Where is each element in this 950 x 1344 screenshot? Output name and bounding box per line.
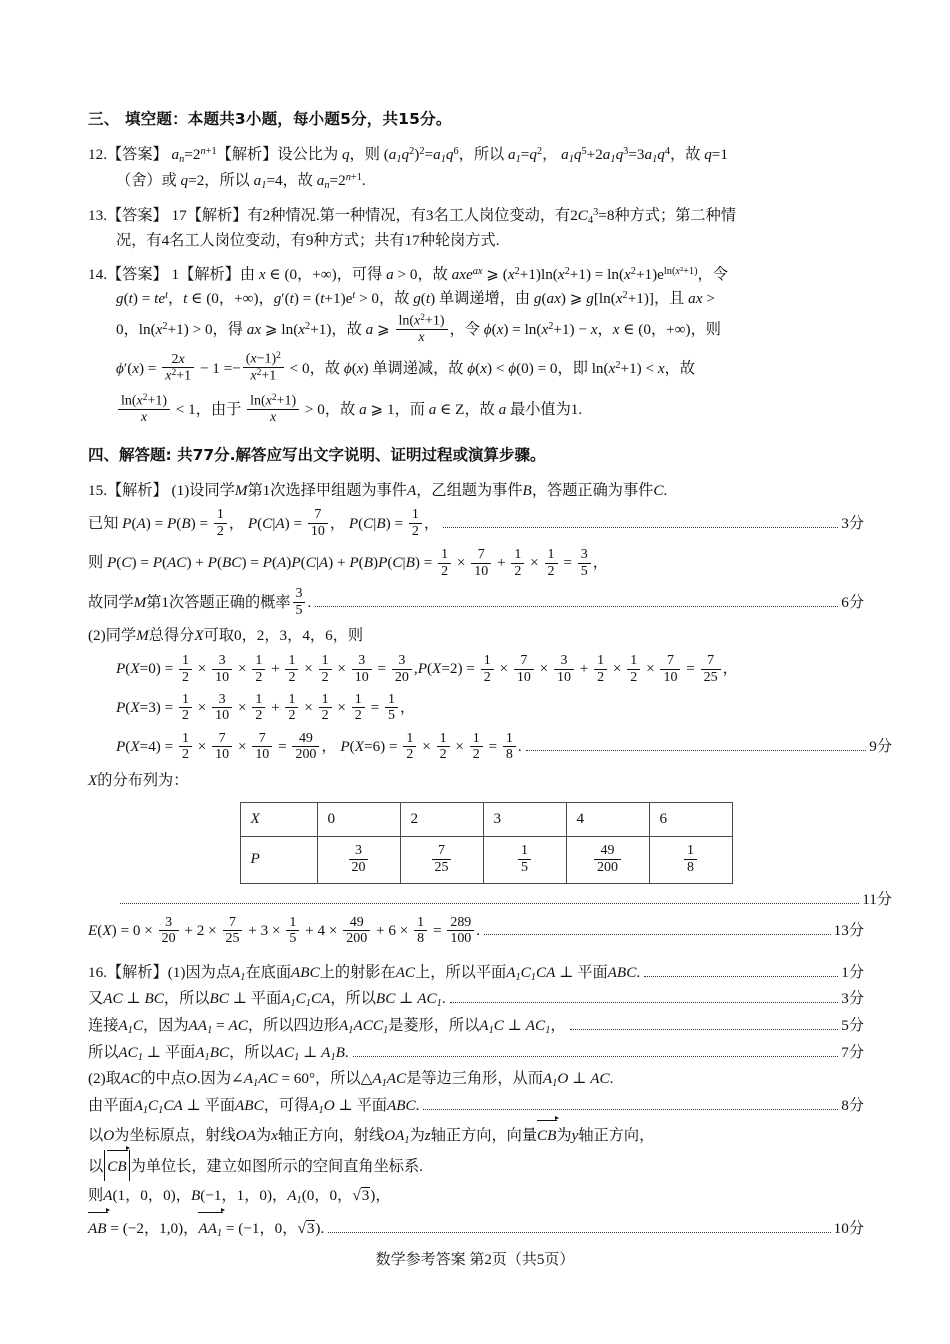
q12-text-1: 设公比为 q，则 $(a_1q^2)^2=a_1q^6$，所以 $a_1=q^2$， $a_1q^5+2a_1q^3=3a_1q^4$，故 q=1: [277, 146, 728, 166]
q13-text-2: 况，有4名工人岗位变动，有9种方式；共有17种轮岗方式.: [116, 232, 500, 250]
q15-line-9: [88, 767, 864, 796]
q15-text-3: 则 P(C) = P(AC) + P(BC) = P(A)P(C|A) + P(B)P(C|B) = $\frac{1}{2}$ × $\frac{7}{10}$ + $\frac{1}{2}$ × $\frac{1}{2}$ = $\frac{3}{5}$ ，: [88, 546, 608, 579]
table-row-p: [240, 836, 732, 883]
q14-line-1: [88, 263, 864, 288]
cell-p-1: [400, 836, 483, 883]
q15-number: 15.: [88, 482, 107, 500]
cell-p-2: [483, 836, 566, 883]
q16-line-10: [88, 1212, 864, 1245]
q16-score-5: 5分: [841, 1017, 864, 1034]
dot-leader: [120, 892, 859, 904]
frac-num: 49: [600, 843, 615, 859]
q15-score-13: 13分: [833, 921, 864, 939]
q13-line-2: [88, 229, 864, 254]
q16-part1-label: (1): [167, 963, 186, 981]
frac-num: 3: [355, 843, 362, 859]
page-footer: 数学参考答案 第2页（共5页）: [375, 1252, 575, 1268]
q15-score-3: 3分: [841, 514, 864, 532]
q16-line-9: [88, 1181, 864, 1211]
cell-row-label-p: P: [240, 836, 317, 883]
answer-item-15: [88, 479, 892, 951]
frac-den: 200: [594, 859, 621, 876]
cell-p-0: [317, 836, 400, 883]
q16-solution-tag: 【解析】: [106, 963, 168, 981]
cell-x-2: 3: [483, 802, 566, 836]
table-row-x: [240, 802, 732, 836]
q12-solution-tag: 【解析】: [216, 146, 278, 164]
q14-line-5: [88, 389, 864, 430]
frac-den: 5: [518, 859, 531, 876]
frac-num: 7: [438, 843, 445, 859]
answer-item-12: [88, 143, 864, 194]
q16-number: 16.: [88, 963, 107, 981]
q15-line-5: [88, 622, 864, 650]
q14-text-3: 0，$\ln(x^2+1) > 0$，得 ax ⩾ $\ln(x^2+1)$，故 a ⩾ $\frac{\ln(x^2+1)}{x}$ ，令 $\phi(x) = \ln(x^2+1) - x$，x ∈ (0，+∞)，则: [116, 313, 721, 346]
q15-line-3: [88, 543, 864, 583]
q14-line-2: [88, 287, 864, 312]
q16-text-4: 所以$AC_1$ ⊥ 平面$A_1BC$，所以$AC_1$ ⊥ $A_1B$.: [88, 1043, 349, 1063]
q14-text-5: $\frac{\ln(x^2+1)}{x}$ < 1，由于 $\frac{\ln(x^2+1)}{x}$ > 0，故 a ⩾ 1，而 a ∈ Z，故 a 最小值为1.: [116, 401, 582, 418]
q16-line-8: [88, 1150, 864, 1182]
dot-leader: [423, 1098, 838, 1110]
q16-score-10: 10分: [833, 1219, 864, 1237]
q15-table-scoreline: [88, 888, 892, 912]
q16-text-6: 由平面$A_1C_1CA$ ⊥ 平面ABC，可得$A_1O$ ⊥ 平面ABC.: [88, 1097, 420, 1116]
q12-line-2: [88, 169, 864, 195]
distribution-table: [240, 802, 733, 884]
frac-num: 1: [521, 843, 528, 859]
frac-den: 20: [349, 859, 369, 876]
cell-p-4: [649, 836, 732, 883]
q15-text-1: 设同学M第1次选择甲组题为事件A，乙组题为事件B，答题正确为事件C.: [189, 482, 668, 500]
q16-text-3: 连接$A_1C$，因为$AA_1$ = AC，所以四边形$A_1ACC_1$是菱形，所以$A_1C$ ⊥ $AC_1$，: [88, 1017, 566, 1036]
q15-line-1: [88, 479, 864, 504]
section-heading-solution-questions: 四、解答题: 共77分.解答应写出文字说明、证明过程或演算步骤。: [88, 445, 546, 464]
q15-line-7: [88, 689, 864, 728]
q16-text-7: 以O为坐标原点，射线OA为x轴正方向，射线$OA_1$为z轴正方向，向量 CB为y轴正方向，: [88, 1127, 654, 1144]
vector-cb-magnitude: CB: [104, 1150, 129, 1182]
vector-ab: AB: [88, 1212, 107, 1244]
q16-part2-label: (2): [88, 1070, 106, 1088]
q16-line-5: [88, 1066, 864, 1093]
q13-answer-tag: 【答案】: [106, 206, 168, 224]
q16-text-8: 以 CB 为单位长，建立如图所示的空间直角坐标系.: [88, 1158, 423, 1175]
page-content: [88, 108, 892, 1253]
q16-line-1: [88, 960, 864, 987]
q13-answer-value: 17: [171, 206, 187, 224]
vector-aa1: $AA_1$: [198, 1212, 222, 1245]
q12-answer-tag: 【答案】: [106, 146, 168, 164]
vector-cb: CB: [537, 1120, 556, 1150]
q15-line-6: [88, 650, 864, 689]
q15-text-8: P(X=4) = $\frac{1}{2}$ × $\frac{7}{10}$ × $\frac{7}{10}$ = $\frac{49}{200}$ ， P(X=6) = $\frac{1}{2}$ × $\frac{1}{2}$ × $\frac{1}{2}$ = $\frac{1}{8}$ .: [116, 730, 522, 763]
distribution-table-wrap: [88, 802, 864, 884]
q12-answer-value: $a_n=2^{n+1}$: [171, 146, 217, 166]
dot-leader: [328, 1221, 830, 1233]
q16-score-7: 7分: [841, 1043, 864, 1061]
q15-text-7: P(X=3) = $\frac{1}{2}$ × $\frac{3}{10}$ × $\frac{1}{2}$ + $\frac{1}{2}$ × $\frac{1}{2}$ × $\frac{1}{2}$ = $\frac{1}{5}$ ，: [116, 691, 416, 724]
q12-text-2: （舍）或 q=2，所以 $a_1=4$，故 $a_n=2^{n+1}$.: [116, 171, 366, 191]
q16-line-7: [88, 1120, 864, 1150]
q16-line-2: [88, 986, 864, 1013]
q15-score-9: 9分: [869, 737, 892, 755]
q14-answer-tag: 【答案】: [106, 265, 168, 283]
q15-text-9: X的分布列为：: [88, 771, 189, 789]
q12-line-1: [88, 143, 864, 169]
q15-text-expectation: E(X) = 0 × $\frac{3}{20}$ + 2 × $\frac{7}{25}$ + 3 × $\frac{1}{5}$ + 4 × $\frac{49}{200}$ + 6 × $\frac{1}{8}$ = $\frac{289}{100}$ .: [88, 914, 481, 947]
q16-score-1: 1分: [841, 963, 864, 981]
q16-text-2: 又AC ⊥ BC，所以BC ⊥ 平面$A_1C_1CA$，所以BC ⊥ $AC_1$.: [88, 990, 446, 1010]
q14-answer-value: 1: [171, 265, 180, 283]
cell-x-1: 2: [400, 802, 483, 836]
q13-text-1: 有2种情况.第一种情况，有3名工人岗位变动，有$2C_4^3=8$种方式；第二种情: [247, 206, 736, 226]
q15-line-2: [88, 504, 864, 544]
q16-score-3: 3分: [841, 990, 864, 1008]
dot-leader: [570, 1018, 839, 1030]
q14-line-3: [88, 312, 864, 348]
q15-text-5: 同学M总得分X可取0，2，3，4，6，则: [105, 627, 364, 645]
q16-text-1: 16.【解析】(1)因为点$A_1$在底面ABC上的射影在AC上，所以平面$A_1C_1CA$ ⊥ 平面ABC.: [88, 963, 641, 983]
q15-line-8: [88, 728, 892, 767]
q14-line-4: [88, 348, 864, 389]
q16-text-5: 取AC的中点O.因为$\angle A_1AC = 60^\circ$，所以$\triangle A_1AC$是等边三角形，从而$A_1O$ ⊥ AC.: [105, 1070, 614, 1090]
dot-leader: [526, 739, 867, 751]
q15-text-2: 已知 P(A) = P(B) = $\frac{1}{2}$ ， P(C|A) = $\frac{7}{10}$ ， P(C|B) = $\frac{1}{2}$ ，: [88, 507, 440, 539]
q12-number: 12.: [88, 146, 107, 164]
q15-part2-label: (2): [88, 627, 106, 645]
frac-den: 8: [684, 859, 697, 876]
dot-leader: [315, 595, 838, 607]
answer-item-14: [88, 263, 864, 430]
q14-number: 14.: [88, 265, 107, 283]
q16-line-4: [88, 1040, 864, 1067]
q15-text-6: P(X=0) = $\frac{1}{2}$ × $\frac{3}{10}$ × $\frac{1}{2}$ + $\frac{1}{2}$ × $\frac{1}{2}$ × $\frac{3}{10}$ = $\frac{3}{20}$ ,P(X=2) = $\frac{1}{2}$ × $\frac{7}{10}$ × $\frac{3}{10}$ + $\frac{1}{2}$ × $\frac{1}{2}$ × $\frac{7}{10}$ = $\frac{7}{25}$ ，: [116, 653, 738, 685]
q14-text-2: $g(t) = te^t$，t ∈ (0，+∞)，$g'(t) = (t+1)e^t > 0$，故 g(t) 单调递增，由 g(ax) ⩾ $g[\ln(x^2+1)]$，且 ax >: [116, 290, 715, 308]
q15-score-11: 11分: [862, 890, 892, 908]
q15-score-6: 6分: [841, 593, 864, 611]
cell-x-3: 4: [566, 802, 649, 836]
dot-leader: [443, 516, 838, 528]
cell-row-label-x: X: [240, 802, 317, 836]
section-heading-fill-in-blank: 三、 填空题：本题共3小题，每小题5分，共15分。: [88, 110, 452, 128]
q14-text-4: ϕ′(x) = $\frac{2x}{x^2+1}$ − 1 =− $\frac{(x-1)^2}{x^2+1}$ < 0，故 ϕ(x) 单调递减，故 ϕ(x) < ϕ(0) = 0，即 $\ln(x^2+1) < x$，故: [116, 351, 696, 385]
q16-line-3: [88, 1013, 864, 1040]
q16-line-6: [88, 1093, 864, 1120]
q15-expectation-line: [88, 912, 864, 951]
q13-line-1: [88, 204, 864, 230]
q16-text-9: 则A(1，0，0)，B(−1，1，0)，$A_1(0$，0， √ 3)，: [88, 1187, 391, 1204]
q13-number: 13.: [88, 206, 107, 224]
dot-leader: [450, 991, 839, 1003]
dot-leader: [484, 923, 831, 935]
dot-leader: [644, 965, 838, 977]
frac-den: 25: [432, 859, 452, 876]
q16-text-10: AB = (−2，1,0)， $AA_1 = (-1$，0， √ 3).: [88, 1212, 324, 1245]
q13-solution-tag: 【解析】: [186, 206, 248, 224]
cell-p-3: [566, 836, 649, 883]
q14-solution-tag: 【解析】: [179, 265, 240, 283]
cell-x-4: 6: [649, 802, 732, 836]
frac-num: 1: [687, 843, 694, 859]
q15-line-4: [88, 583, 864, 623]
q14-text-1: 由 x ∈ (0，+∞)，可得 a > 0，故 axe$^{ax}$ ⩾ $(x^2+1)\ln(x^2+1) = \ln(x^2+1)e^{ln(x^2+1)}$，令: [239, 265, 728, 283]
q16-score-8: 8分: [841, 1097, 864, 1115]
q15-text-4: 故同学M第1次答题正确的概率 $\frac{3}{5}$ .: [88, 586, 312, 619]
cell-x-0: 0: [317, 802, 400, 836]
q15-solution-tag: 【解析】: [106, 482, 168, 500]
q15-part1-label: (1): [171, 482, 190, 500]
answer-item-13: [88, 204, 864, 254]
answer-item-16: [88, 960, 864, 1244]
dot-leader: [353, 1045, 839, 1057]
